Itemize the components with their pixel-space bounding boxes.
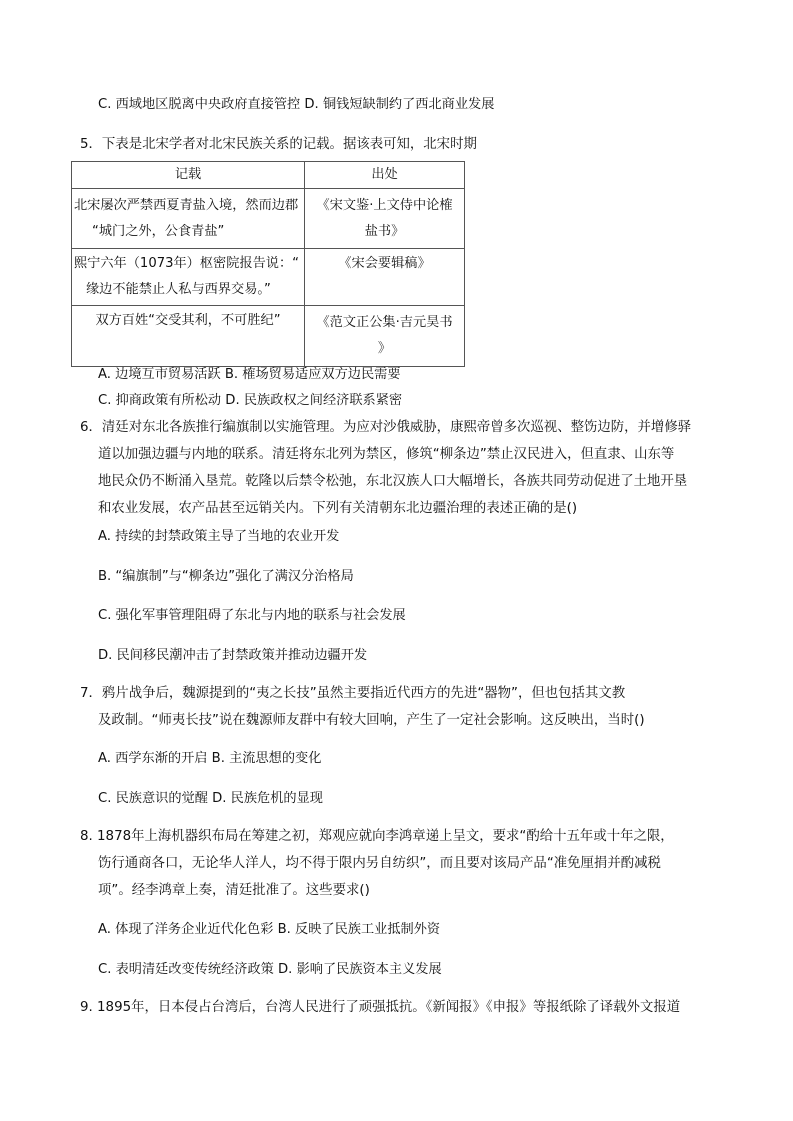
source-text: 《范文正公集·吉元昊书 [316,315,453,330]
table-row [72,249,465,306]
q5-stem: 5．下表是北宋学者对北宋民族关系的记载。据该表可知，北宋时期 [80,137,477,152]
q6-stem-line-4: 和农业发展，农产品甚至远销关内。下列有关清朝东北边疆治理的表述正确的是() [98,501,578,516]
q9-stem-line-1: 9. 1895年，日本侵占台湾后，台湾人民进行了顽强抵抗。《新闻报》《申报》等报纸除了译载外文报道 [80,1000,681,1015]
table-row [72,189,465,249]
q6-stem-line-2: 道以加强边疆与内地的联系。清廷将东北列为禁区，修筑“柳条边”禁止汉民进入，但直隶、山东等 [98,447,675,462]
q5-record-table [71,161,465,367]
q6-stem-line-1: 6．清廷对东北各族推行编旗制以实施管理。为应对沙俄威胁，康熙帝曾多次巡视、整饬边防，并增修驿 [80,420,692,435]
source-text: 《宋会要辑稿》 [338,256,431,271]
source-text: 》 [377,341,392,356]
q7-stem-line-2: 及政制。“师夷长技”说在魏源师友群中有较大回响，产生了一定社会影响。这反映出，当时() [98,713,645,728]
source-text: 盐书》 [364,223,405,239]
record-cell [72,189,305,249]
q4-options-cd: C. 西域地区脱离中央政府直接管控 D. 铜钱短缺制约了西北商业发展 [98,97,495,112]
q8-stem-line-3: 项”。经李鸿章上奏，清廷批准了。这些要求() [98,883,370,898]
q5-options-cd: C. 抑商政策有所松动 D. 民族政权之间经济联系紧密 [98,393,403,408]
q8-options-cd: C. 表明清廷改变传统经济政策 D. 影响了民族资本主义发展 [98,962,442,977]
source-cell [305,189,465,249]
table-header-record: 记载 [72,162,305,189]
record-text: 缘边不能禁止人私与西界交易。” [86,282,271,297]
q8-options-ab: A. 体现了洋务企业近代化色彩 B. 反映了民族工业抵制外资 [98,922,441,937]
q7-stem-line-1: 7．鸦片战争后，魏源提到的“夷之长技”虽然主要指近代西方的先进“器物”，但也包括其文教 [80,686,626,701]
record-text: “城门之外，公食青盐” [92,223,225,239]
record-cell [72,249,305,306]
q8-stem-line-1: 8. 1878年上海机器织布局在筹建之初，郑观应就向李鸿章递上呈文，要求“酌给十五年或十年之限， [80,829,674,844]
source-text: 《宋文鉴·上文侍中论榷 [316,197,453,213]
source-cell [305,306,465,367]
q6-option-c: C. 强化军事管理阻碍了东北与内地的联系与社会发展 [98,608,406,623]
q5-options-ab: A. 边境互市贸易活跃 B. 榷场贸易适应双方边民需要 [98,367,401,382]
record-text: 北宋屡次严禁西夏青盐入境，然而边郡 [74,197,299,213]
record-text: 熙宁六年（1073年）枢密院报告说：“ [74,256,300,271]
record-text: 双方百姓“交受其利，不可胜纪” [95,313,281,328]
record-cell [72,306,305,367]
q6-option-a: A. 持续的封禁政策主导了当地的农业开发 [98,529,340,544]
table-row [72,306,465,367]
source-cell [305,249,465,306]
q6-option-b: B. “编旗制”与“柳条边”强化了满汉分治格局 [98,569,354,584]
q7-options-ab: A. 西学东渐的开启 B. 主流思想的变化 [98,751,322,766]
q6-stem-line-3: 地民众仍不断涌入垦荒。乾隆以后禁令松弛，东北汉族人口大幅增长，各族共同劳动促进了土地开垦 [98,474,688,489]
q8-stem-line-2: 饬行通商各口，无论华人洋人，均不得于限内另自纺织”，而且要对该局产品“准免厘捐并酌减税 [98,856,661,871]
q7-options-cd: C. 民族意识的觉醒 D. 民族危机的显现 [98,791,323,806]
q6-option-d: D. 民间移民潮冲击了封禁政策并推动边疆开发 [98,648,368,663]
table-header-source: 出处 [305,162,465,189]
